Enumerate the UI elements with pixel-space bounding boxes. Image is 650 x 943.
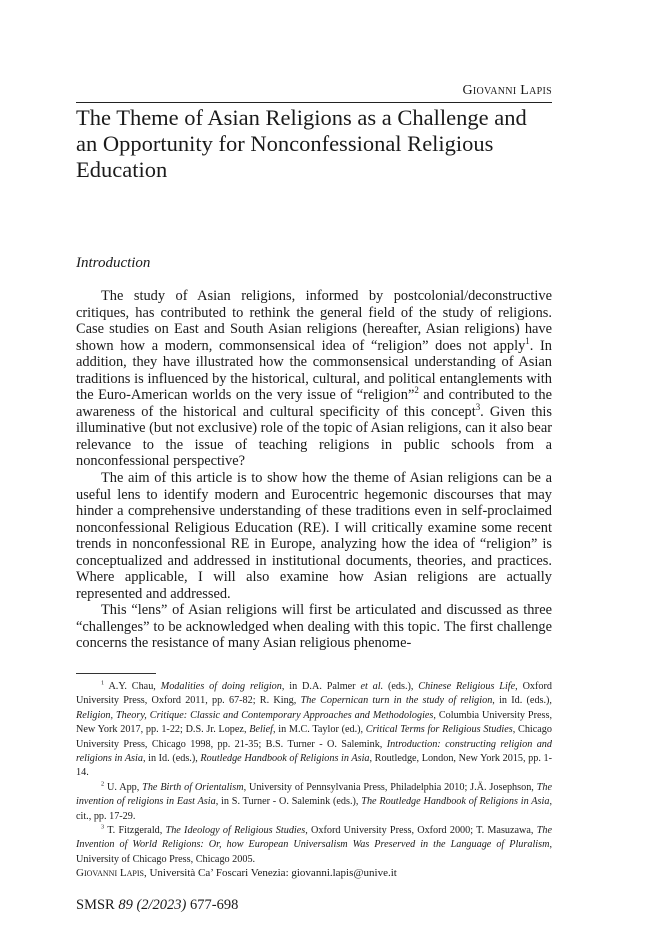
fn2-work-title: The Birth of Orientalism [142,781,244,793]
footnote-1 [76,680,552,781]
fn1-text: , in D.A. Palmer [281,681,361,692]
journal-pages: 677-698 [186,897,239,913]
fn1-work-title: Critical Terms for Religious Studies [365,724,513,736]
p1-text-3: and contributed to the awareness of the historical and cultural specificity of this concept [76,387,552,420]
fn3-text: , Oxford University Press, Oxford 2000; T. Masuzawa, [305,825,537,837]
fn1-text: , Columbia University Press, New York 2017, pp. 1-22; D.S. Jr. Lopez, [76,709,552,736]
fn1-work-title: Modalities of doing religion [160,681,282,692]
fn1-etal: et al. [360,681,384,692]
footnote-1-number: 1 [101,679,105,687]
paragraph-3: This “lens” of Asian religions will first be articulated and discussed as three “challenges” to be acknowledged when dealing with this topic. The first challenge concerns the resistance of many Asian religious phenome- [76,602,552,652]
fn1-work-title: The Copernican turn in the study of religion [300,695,493,707]
fn2-text: , cit., pp. 17-29. [76,796,552,822]
footnote-3-number: 3 [101,823,105,831]
footnotes [76,680,552,867]
running-head: Giovanni Lapis [462,83,552,98]
body-text [76,288,552,652]
p1-text-4: . Given this illuminative (but not exclusive) role of the topic of Asian religions, can it also bear relevance to the issue of teaching religions in public schools from a nonconfessional perspective? [76,403,552,470]
author-name: Giovanni Lapis [76,867,144,879]
fn1-text: , in Id. (eds.), [142,753,201,765]
fn1-text: , Oxford University Press, Oxford 2011, pp. 67-82; R. King, [76,681,552,707]
fn1-text: A.Y. Chau, [104,681,161,692]
fn1-work-title: Chinese Religious Life [418,681,516,692]
header-rule [76,102,552,103]
author-affiliation [76,867,397,879]
journal-name: SMSR [76,897,119,913]
fn3-work-title: The Invention of World Religions: Or, how European Universalism Was Preserved in the Language of Pluralism [76,825,552,851]
fn2-text: U. App, [104,781,143,793]
footnote-ref-1[interactable]: 1 [525,335,530,346]
fn2-work-title: The invention of religions in East Asia [76,781,552,808]
fn1-text: , Routledge, London, New York 2015, pp. 1-14. [76,753,552,779]
footnote-ref-3[interactable]: 3 [475,402,481,413]
fn3-work-title: The Ideology of Religious Studies [165,825,306,837]
footnote-3 [76,824,552,867]
fn1-work-title: Religion, Theory, Critique: Classic and Contemporary Approaches and Methodologies [76,709,434,721]
footnote-2 [76,781,552,824]
fn1-text: , Chicago University Press, Chicago 1998, pp. 21-35; B.S. Turner - O. Salemink, [76,724,552,750]
footnote-2-number: 2 [101,780,105,788]
fn1-work-title: Introduction: constructing religion and religions in Asia [76,738,552,765]
p1-text-2: . In addition, they have illustrated how the commonsensical understanding of Asian traditions is influenced by the historical, cultural, and political entanglements with the Euro-American worlds on the very issue of “religion” [76,337,552,404]
fn3-text: , University of Chicago Press, Chicago 2005. [76,839,552,865]
journal-issue: 89 (2/2023) [118,897,187,913]
journal-citation [76,897,238,914]
footnote-rule [76,673,156,674]
fn1-work-title: Belief [249,724,273,736]
fn2-text: , in S. Turner - O. Salemink (eds.), [215,796,362,808]
fn2-work-title: The Routledge Handbook of Religions in Asia [361,796,550,808]
paragraph-1 [76,288,552,470]
affiliation-details: , Università Ca’ Foscari Venezia: giovanni.lapis@unive.it [143,867,397,879]
fn1-text: (eds.), [383,681,419,692]
fn1-text: , in Id. (eds.), [492,695,552,707]
article-title: The Theme of Asian Religions as a Challenge and an Opportunity for Nonconfessional Religious Education [76,105,527,182]
section-heading: Introduction [76,255,151,271]
fn3-text: T. Fitzgerald, [104,825,166,837]
paragraph-2: The aim of this article is to show how the theme of Asian religions can be a useful lens to identify modern and Eurocentric hegemonic discourses that may hinder a comprehensive understanding of these traditions even in self-proclaimed nonconfessional Religious Education (RE). I will critically examine some recent trends in nonconfessional RE in Europe, analyzing how the idea of “religion” is conceptualized and addressed in institutional documents, theories, and practices. Where applicable, I will also examine how Asian religions are actually represented and addressed. [76,470,552,602]
fn1-work-title: Routledge Handbook of Religions in Asia [200,753,370,765]
footnote-ref-2[interactable]: 2 [414,385,419,396]
p1-text-1: The study of Asian religions, informed by postcolonial/deconstructive critiques, has contributed to rethink the general field of the study of religions. Case studies on East and South Asian religions (hereafter, Asian religions) have shown how a modern, commonsensical idea of “religion” does not apply [76,288,552,354]
fn1-text: , in M.C. Taylor (ed.), [272,724,366,736]
fn2-text: , University of Pennsylvania Press, Philadelphia 2010; J.Ä. Josephson, [243,781,537,793]
